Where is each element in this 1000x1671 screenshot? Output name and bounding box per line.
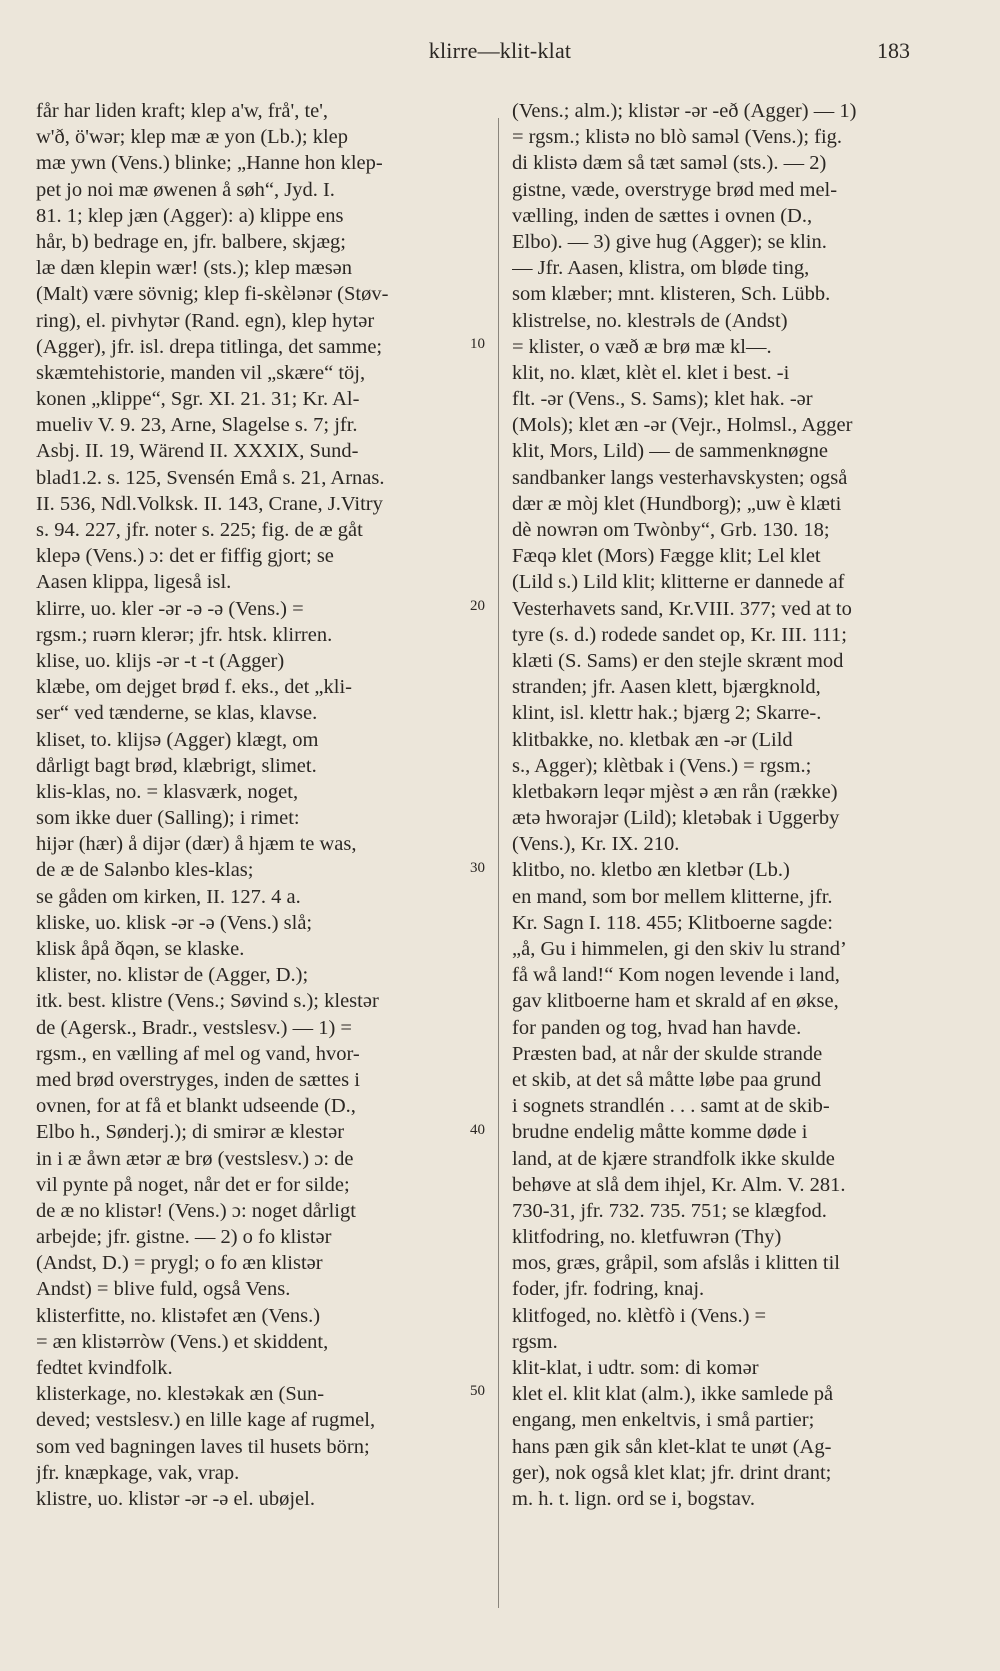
text-line: engang, men enkeltvis, i små partier; — [512, 1409, 815, 1432]
text-line: (Mols); klet æn -ər (Vejr., Holmsl., Agger — [512, 414, 853, 437]
text-line: klit-klat, i udtr. som: di komər — [512, 1357, 759, 1379]
text-line: itk. best. klistre (Vens.; Søvind s.); klestər — [36, 990, 379, 1013]
text-line: vælling, inden de sættes i ovnen (D., — [512, 204, 813, 227]
text-line: (Malt) være sövnig; klep fi-skèlənər (Støv- — [36, 283, 389, 306]
text-line: klisterkage, no. klestəkak æn (Sun- — [36, 1383, 325, 1406]
text-line: som ikke duer (Salling); i rimet: — [36, 807, 300, 830]
text-line: flt. -ər (Vens., S. Sams); klet hak. -ər — [512, 388, 813, 411]
text-line: rgsm. — [512, 1330, 558, 1353]
text-line: kliske, uo. klisk -ər -ə (Vens.) slå; — [36, 911, 313, 934]
text-line: blad1.2. s. 125, Svensén Emå s. 21, Arnas. — [36, 466, 385, 489]
text-line: klister, no. klistər de (Agger, D.); — [36, 964, 309, 987]
text-line: Elbo h., Sønderj.); di smirər æ klestər — [36, 1121, 345, 1144]
text-line: Fæqə klet (Mors) Fægge klit; Lel klet — [512, 545, 821, 568]
text-line: vil pynte på noget, når det er for silde; — [36, 1173, 350, 1196]
text-line: 81. 1; klep jæn (Agger): a) klippe ens — [36, 204, 344, 227]
text-line: klirre, uo. kler -ər -ə -ə (Vens.) = — [36, 597, 304, 620]
text-line: konen „klippe“, Sgr. XI. 21. 31; Kr. Al- — [36, 388, 360, 411]
text-line: klit, no. klæt, klèt el. klet i best. -i — [512, 361, 790, 384]
text-line: (Agger), jfr. isl. drepa titlinga, det samme; — [36, 335, 383, 358]
text-line: behøve at slå dem ihjel, Kr. Alm. V. 281. — [512, 1173, 846, 1196]
text-line: (Vens.; alm.); klistər -ər -eð (Agger) — 1) — [512, 100, 857, 122]
text-line: klepə (Vens.) ɔ: det er fiffig gjort; se — [36, 545, 334, 568]
text-line: klisterfitte, no. klistəfet æn (Vens.) — [36, 1304, 321, 1327]
text-line: dær æ mòj klet (Hundborg); „uw è klæti — [512, 492, 842, 515]
line-number: 10 — [470, 336, 485, 352]
text-line: rgsm., en vælling af mel og vand, hvor- — [36, 1042, 360, 1065]
text-line: klis-klas, no. = klasværk, noget, — [36, 780, 299, 803]
text-line: deved; vestslesv.) en lille kage af rugmel, — [36, 1409, 376, 1432]
text-line: som ved bagningen laves til husets börn; — [36, 1435, 370, 1458]
text-line: s. 94. 227, jfr. noter s. 225; fig. de æ gåt — [36, 519, 363, 541]
text-line: hijər (hær) å dijər (dær) å hjæm te was, — [36, 833, 357, 856]
text-line: klet el. klit klat (alm.), ikke samlede på — [512, 1383, 834, 1406]
text-line: w'ð, ö'wər; klep mæ æ yon (Lb.); klep — [36, 126, 348, 149]
text-line: stranden; jfr. Aasen klett, bjærgknold, — [512, 676, 821, 699]
text-line: = rgsm.; klistə no blò saməl (Vens.); fig. — [512, 126, 843, 149]
text-line: med brød overstryges, inden de sættes i — [36, 1068, 360, 1091]
text-line: (Vens.), Kr. IX. 210. — [512, 833, 680, 856]
text-line: arbejde; jfr. gistne. — 2) o fo klistər — [36, 1226, 332, 1249]
text-line: kliset, to. klijsə (Agger) klægt, om — [36, 728, 319, 751]
text-line: klint, isl. klettr hak.; bjærg 2; Skarre-. — [512, 702, 822, 725]
text-line: hår, b) bedrage en, jfr. balbere, skjæg; — [36, 230, 346, 253]
text-line: foder, jfr. fodring, knaj. — [512, 1278, 705, 1301]
line-number: 40 — [470, 1122, 485, 1138]
text-line: ring), el. pivhytər (Rand. egn), klep hytər — [36, 309, 375, 332]
text-line: Andst) = blive fuld, også Vens. — [36, 1278, 291, 1301]
text-line: pet jo noi mæ øwenen å søh“, Jyd. I. — [36, 178, 335, 201]
line-number: 30 — [470, 860, 485, 876]
text-line: sandbanker langs vesterhavskysten; også — [512, 466, 848, 489]
text-line: ætə hworajər (Lild); kletəbak i Uggerby — [512, 807, 840, 830]
text-line: klæbe, om dejget brød f. eks., det „kli- — [36, 676, 352, 699]
text-line: kletbakərn leqər mjèst ə æn rån (række) — [512, 780, 838, 803]
line-number: 50 — [470, 1383, 485, 1399]
text-line: II. 536, Ndl.Volksk. II. 143, Crane, J.Vitry — [36, 492, 383, 515]
text-line: (Lild s.) Lild klit; klitterne er dannede af — [512, 571, 845, 594]
text-line: = klister, o væð æ brø mæ kl—. — [512, 335, 772, 358]
text-line: ger), nok også klet klat; jfr. drint drant; — [512, 1461, 832, 1484]
text-line: klistrelse, no. klestrəls de (Andst) — [512, 309, 788, 332]
text-line: klitbakke, no. kletbak æn -ər (Lild — [512, 728, 793, 751]
text-line: di klistə dæm så tæt saməl (sts.). — 2) — [512, 152, 827, 175]
text-line: mæ ywn (Vens.) blinke; „Hanne hon klep- — [36, 152, 383, 175]
text-line: „å, Gu i himmelen, gi den skiv lu strand’ — [512, 938, 847, 960]
text-line: se gåden om kirken, II. 127. 4 a. — [36, 885, 301, 908]
page-number: 183 — [877, 38, 910, 63]
text-line: fedtet kvindfolk. — [36, 1357, 173, 1379]
text-line: 730-31, jfr. 732. 735. 751; se klægfod. — [512, 1199, 827, 1222]
text-line: de æ de Salənbo kles-klas; — [36, 859, 254, 882]
text-line: Kr. Sagn I. 118. 455; Klitboerne sagde: — [512, 911, 833, 934]
line-number: 20 — [470, 598, 485, 614]
text-line: de æ no klistər! (Vens.) ɔ: noget dårligt — [36, 1199, 356, 1222]
running-head: klirre—klit-klat — [428, 38, 572, 63]
text-line: (Andst, D.) = prygl; o fo æn klistər — [36, 1252, 323, 1275]
text-line: dårligt bagt brød, klæbrigt, slimet. — [36, 754, 317, 777]
text-line: som klæber; mnt. klisteren, Sch. Lübb. — [512, 283, 831, 306]
text-line: mos, græs, gråpil, som afslås i klitten til — [512, 1252, 840, 1275]
text-line: Præsten bad, at når der skulde strande — [512, 1042, 823, 1065]
text-line: klise, uo. klijs -ər -t -t (Agger) — [36, 649, 285, 672]
text-line: klitfoged, no. klètfò i (Vens.) = — [512, 1304, 767, 1327]
text-line: en mand, som bor mellem klitterne, jfr. — [512, 885, 833, 908]
text-line: land, at de kjære strandfolk ikke skulde — [512, 1147, 835, 1170]
text-line: s., Agger); klètbak i (Vens.) = rgsm.; — [512, 754, 812, 777]
text-line: tyre (s. d.) rodede sandet op, Kr. III. 111; — [512, 623, 847, 646]
text-line: gistne, væde, overstryge brød med mel- — [512, 178, 838, 201]
text-line: får har liden kraft; klep a'w, frå', te', — [36, 100, 329, 122]
text-line: klitfodring, no. kletfuwrən (Thy) — [512, 1226, 782, 1249]
text-line: få wå land!“ Kom nogen levende i land, — [512, 964, 840, 987]
column-divider — [498, 118, 499, 1608]
text-line: ovnen, for at få et blankt udseende (D., — [36, 1095, 356, 1118]
text-line: gav klitboerne ham et skrald af en økse, — [512, 990, 839, 1013]
text-line: for panden og tog, hvad han havde. — [512, 1016, 802, 1039]
text-line: klitbo, no. kletbo æn kletbər (Lb.) — [512, 859, 790, 882]
text-line: rgsm.; ruərn klerər; jfr. htsk. klirren. — [36, 623, 333, 646]
text-line: klistre, uo. klistər -ər -ə el. ubøjel. — [36, 1487, 315, 1510]
text-line: brudne endelig måtte komme døde i — [512, 1121, 808, 1144]
text-line: Aasen klippa, ligeså isl. — [36, 571, 232, 594]
text-line: et skib, at det så måtte løbe paa grund — [512, 1068, 822, 1091]
right-column — [512, 98, 960, 1512]
text-line: = æn klistərròw (Vens.) et skiddent, — [36, 1330, 329, 1353]
text-line: læ dæn klepin wær! (sts.); klep mæsən — [36, 257, 353, 280]
text-line: hans pæn gik sån klet-klat te unøt (Ag- — [512, 1435, 832, 1458]
text-line: i sognets strandlén . . . samt at de skib- — [512, 1095, 830, 1118]
left-column — [36, 98, 486, 1512]
text-line: mueliv V. 9. 23, Arne, Slagelse s. 7; jfr. — [36, 414, 358, 437]
text-line: jfr. knæpkage, vak, vrap. — [36, 1461, 240, 1484]
text-line: Vesterhavets sand, Kr.VIII. 377; ved at to — [512, 597, 852, 620]
text-line: in i æ åwn ætər æ brø (vestslesv.) ɔ: de — [36, 1147, 354, 1170]
text-line: klit, Mors, Lild) — de sammenknøgne — [512, 440, 828, 463]
text-line: skæmtehistorie, manden vil „skære“ töj, — [36, 361, 366, 384]
text-line: Asbj. II. 19, Wärend II. XXXIX, Sund- — [36, 440, 359, 463]
text-line: m. h. t. lign. ord se i, bogstav. — [512, 1487, 755, 1510]
text-line: de (Agersk., Bradr., vestslesv.) — 1) = — [36, 1016, 352, 1039]
text-line: ser“ ved tænderne, se klas, klavse. — [36, 702, 318, 725]
text-line: Elbo). — 3) give hug (Agger); se klin. — [512, 230, 827, 253]
text-line: klisk åpå ðqən, se klaske. — [36, 938, 245, 960]
text-line: — Jfr. Aasen, klistra, om bløde ting, — [512, 257, 810, 280]
text-line: dè nowrən om Twònby“, Grb. 130. 18; — [512, 519, 830, 541]
text-line: klæti (S. Sams) er den stejle skrænt mod — [512, 649, 844, 672]
